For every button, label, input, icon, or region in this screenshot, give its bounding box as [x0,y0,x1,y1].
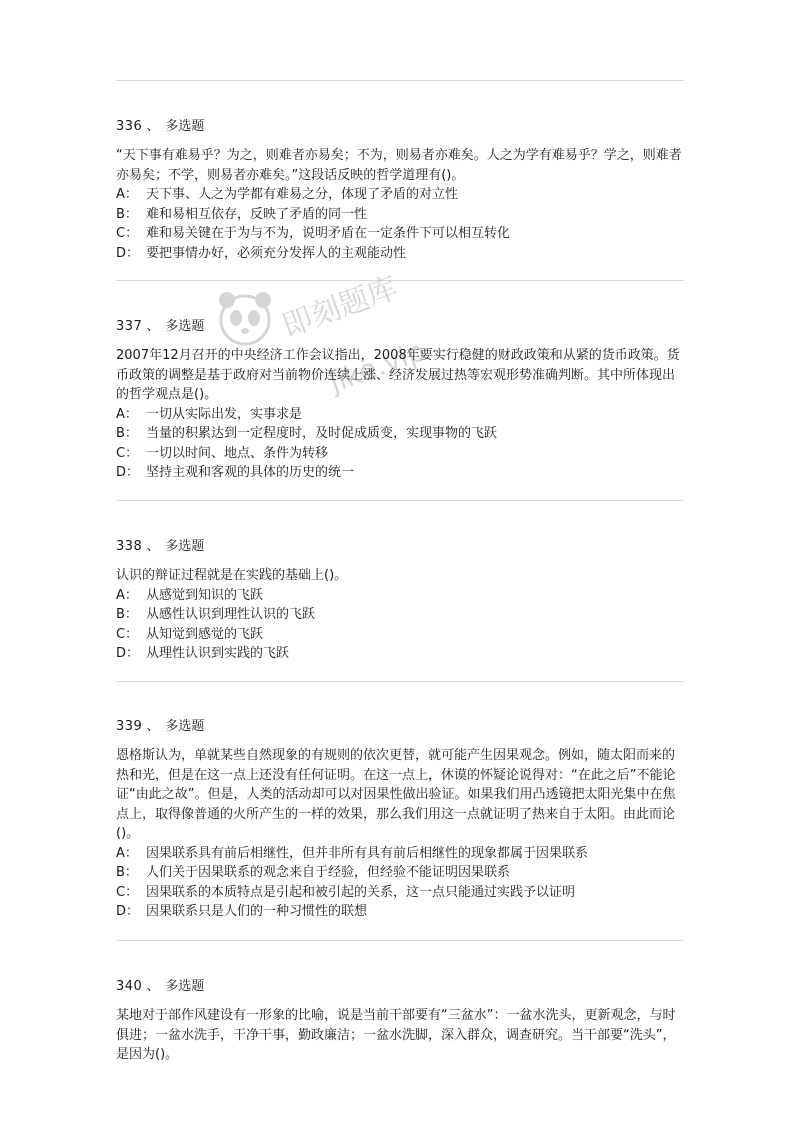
question-stem: “天下事有难易乎？为之，则难者亦易矣；不为，则易者亦难矣。人之为学有难易乎？学之，则难者亦易矣；不学，则易者亦难矣。”这段话反映的哲学道理有()。 [116,148,682,183]
question-type: 多选题 [165,319,205,334]
option-text: 人们关于因果联系的观念来自于经验，但经验不能证明因果联系 [146,865,511,880]
option-text: 因果联系只是人们的一种习惯性的联想 [146,904,368,919]
watermark-text: 即刻题库 [277,270,403,345]
option-d [116,244,684,264]
question-340 [116,978,684,1065]
question-stem: 2007年12月召开的中央经济工作会议指出，2008年要实行稳健的财政政策和从紧的货币政策。货币政策的调整是基于政府对当前物价连续上涨、经济发展过热等宏观形势准确判断。其中所体现出的哲学观点是()。 [116,348,680,402]
divider-top [116,80,684,81]
option-text: 因果联系的本质特点是引起和被引起的关系，这一点只能通过实践予以证明 [146,884,576,900]
option-label: C： [116,626,139,642]
option-d [116,644,684,664]
option-text: 要把事情办好，必须充分发挥人的主观能动性 [146,245,407,261]
divider-337-338 [116,500,684,501]
option-d [116,902,684,922]
option-label: D： [116,646,140,661]
question-separator: 、 [146,119,160,134]
watermark-url: jike.vip [325,334,430,400]
question-header [116,118,684,136]
divider-336-337 [116,280,684,281]
question-header [116,978,684,996]
question-separator: 、 [146,539,160,554]
option-label: C： [116,226,139,241]
question-type: 多选题 [165,539,205,554]
question-number: 338 [116,539,143,554]
question-header [116,538,684,556]
option-a [116,185,684,205]
option-label: B： [116,426,138,441]
option-label: D： [116,245,140,261]
question-stem: 认识的辩证过程就是在实践的基础上()。 [116,568,348,583]
question-stem: 恩格斯认为，单就某些自然现象的有规则的依次更替，就可能产生因果观念。例如，随太阳而来的热和光，但是在这一点上还没有任何证明。在这一点上，休谟的怀疑论说得对：“在此之后”不能论证“由此之故”。但是，人类的活动却可以对因果性做出验证。如果我们用凸透镜把太阳光集中在焦点上，取得像普通的火所产生的一样的效果，那么我们用这一点就证明了热来自于太阳。由此而论()。 [116,748,676,841]
option-text: 从知觉到感觉的飞跃 [146,626,264,642]
question-stem: 某地对于部作风建设有一形象的比喻，说是当前干部要有“三盆水”：一盆水洗头，更新观念，与时俱进；一盆水洗手，干净干事，勤政廉洁；一盆水洗脚，深入群众，调查研究。当干部要“洗头”，是因为()。 [116,1008,676,1062]
question-type: 多选题 [165,719,205,734]
question-header [116,718,684,736]
option-text: 因果联系具有前后相继性，但并非所有具有前后相继性的现象都属于因果联系 [146,845,589,861]
divider-339-340 [116,940,684,941]
option-label: B： [116,206,138,222]
option-text: 一切以时间、地点、条件为转移 [146,445,329,461]
option-label: C： [116,884,139,900]
option-text: 从感觉到知识的飞跃 [146,587,264,603]
option-b [116,205,684,225]
option-label: D： [116,904,140,919]
option-c [116,444,684,464]
question-336 [116,118,684,263]
question-type: 多选题 [165,119,205,134]
question-338 [116,538,684,664]
question-separator: 、 [146,719,160,734]
option-a [116,586,684,606]
question-number: 337 [116,319,143,334]
divider-338-339 [116,681,684,682]
option-b [116,863,684,883]
option-d [116,463,684,483]
option-a [116,405,684,425]
option-label: A： [116,406,138,422]
option-text: 难和易关键在于为与不为，说明矛盾在一定条件下可以相互转化 [146,226,511,241]
option-text: 一切从实际出发，实事求是 [146,406,303,422]
question-separator: 、 [146,979,160,994]
option-c [116,883,684,903]
option-text: 天下事、人之为学都有难易之分，体现了矛盾的对立性 [146,187,459,202]
option-text: 当量的积累达到一定程度时，及时促成质变，实现事物的飞跃 [146,426,498,441]
option-label: C： [116,445,139,461]
option-text: 坚持主观和客观的具体的历史的统一 [146,465,355,480]
question-339 [116,718,684,922]
option-label: A： [116,187,138,202]
option-text: 从感性认识到理性认识的飞跃 [146,607,316,622]
option-b [116,424,684,444]
question-337 [116,318,684,483]
question-number: 336 [116,119,143,134]
option-text: 难和易相互依存，反映了矛盾的同一性 [146,206,368,222]
option-c [116,625,684,645]
option-c [116,224,684,244]
question-header [116,318,684,336]
question-separator: 、 [146,319,160,334]
option-text: 从理性认识到实践的飞跃 [146,646,290,661]
option-label: B： [116,865,138,880]
option-label: D： [116,465,140,480]
option-label: A： [116,587,138,603]
question-number: 339 [116,719,143,734]
option-label: B： [116,607,138,622]
option-a [116,844,684,864]
option-label: A： [116,845,138,861]
question-number: 340 [116,979,143,994]
question-type: 多选题 [165,979,205,994]
option-b [116,605,684,625]
